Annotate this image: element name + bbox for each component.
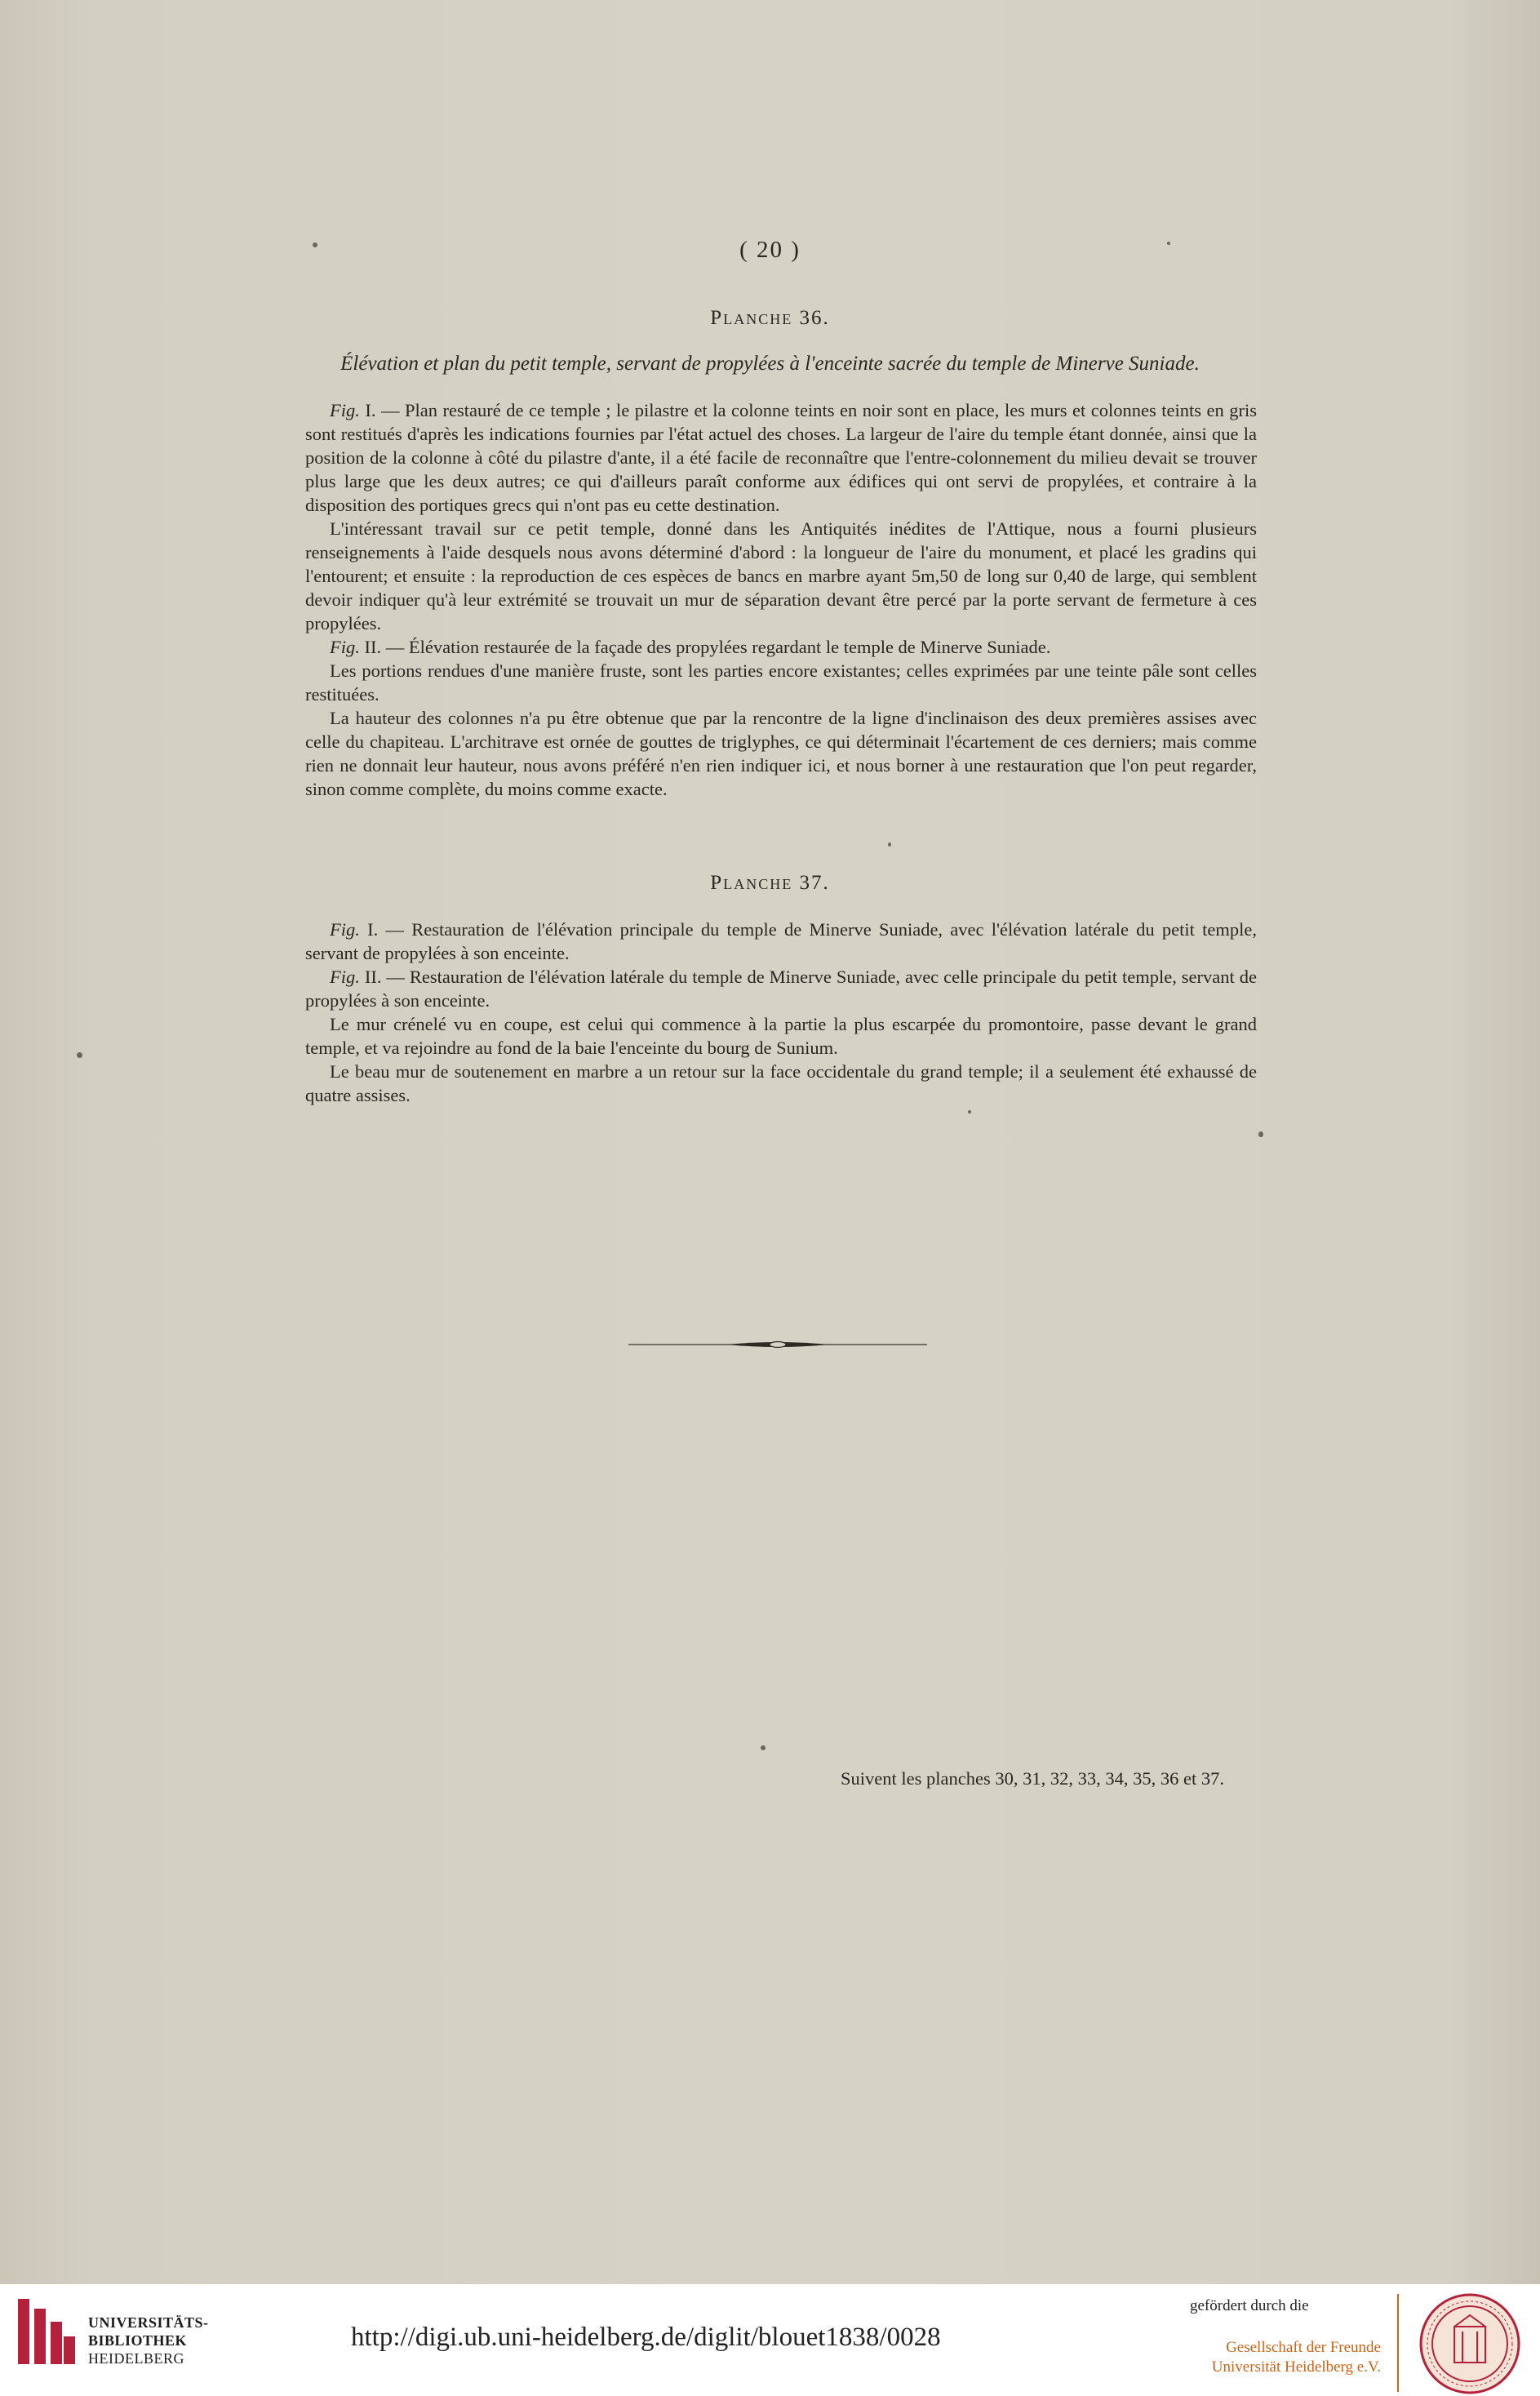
- paper-speck: [888, 842, 891, 847]
- paragraph: La hauteur des colonnes n'a pu être obtenue que par la rencontre de la ligne d'inclinaison des deux premières assises avec celle du chapiteau. L'architrave est ornée de gouttes de triglyphes, ce qui déterminait l'écartement de ces derniers; mais comme rien ne donnait leur hauteur, nous avons préféré n'en rien indiquer ici, et nous borner à une restauration que l'on peut regarder, sinon comme complète, du moins comme exacte.: [305, 708, 1257, 799]
- paper-speck: [1167, 242, 1170, 245]
- sponsor-line: Universität Heidelberg e.V.: [1211, 2358, 1381, 2376]
- university-library-logo-icon: [18, 2299, 75, 2364]
- paragraph: [305, 918, 1257, 965]
- sponsor-line: Gesellschaft der Freunde: [1226, 2339, 1381, 2356]
- university-seal-icon: [1418, 2292, 1521, 2395]
- planche-37-heading: Planche 37.: [710, 872, 830, 894]
- paper-speck: [1258, 1131, 1263, 1137]
- page-number: ( 20 ): [739, 237, 801, 263]
- library-line: BIBLIOTHEK: [88, 2332, 188, 2349]
- paper-speck: [313, 242, 317, 247]
- fig-text: I. — Plan restauré de ce temple ; le pilastre et la colonne teints en noir sont en place, les murs et colonnes teints en gris sont restitués d'après les indications fournies par l'état actuel des choses. La largeur de l'aire du temple étant donnée, ainsi que la position de la colonne à côté du pilastre d'ante, il a été facile de reconnaître que l'entre-colonnement du milieu devait se trouver plus large que les deux autres; ce qui d'ailleurs paraît conforme aux édifices qui ont servi de propylées, et contraire à la disposition des portiques grecs qui n'ont pas eu cette destination.: [305, 400, 1257, 515]
- fig-label: Fig.: [330, 919, 360, 940]
- fig-label: Fig.: [330, 967, 360, 987]
- permalink-url[interactable]: http://digi.ub.uni-heidelberg.de/diglit/blouet1838/0028: [351, 2323, 941, 2352]
- library-line: HEIDELBERG: [88, 2350, 184, 2367]
- paragraph: Les portions rendues d'une manière fruste, sont les parties encore existantes; celles exprimées par une teinte pâle sont celles restituées.: [305, 660, 1257, 705]
- sponsor-label: gefördert durch die: [1190, 2297, 1309, 2314]
- library-name: [88, 2314, 209, 2367]
- paragraph: Le mur crénelé vu en coupe, est celui qui commence à la partie la plus escarpée du promontoire, passe devant le grand temple, et va rejoindre au fond de la baie l'enceinte du bourg de Sunium.: [305, 1014, 1257, 1058]
- paragraph: [305, 635, 1257, 659]
- fig-label: Fig.: [330, 637, 360, 657]
- planche-36-body: [305, 398, 1257, 801]
- fig-text: II. — Restauration de l'élévation latérale du temple de Minerve Suniade, avec celle principale du petit temple, servant de propylées à son enceinte.: [305, 967, 1257, 1011]
- footer-divider: [1397, 2294, 1399, 2392]
- plates-note: Suivent les planches 30, 31, 32, 33, 34, 35, 36 et 37.: [841, 1768, 1224, 1789]
- paper-speck: [761, 1745, 766, 1750]
- paper-speck: [77, 1052, 82, 1058]
- paragraph: L'intéressant travail sur ce petit temple, donné dans les Antiquités inédites de l'Attique, nous a fourni plusieurs renseignements à l'aide desquels nous avons déterminé d'abord : la longueur de l'aire du monument, et placé les gradins qui l'entourent; et ensuite : la reproduction de ces espèces de bancs en marbre ayant 5m,50 de long sur 0,40 de large, qui semblent devoir indiquer qu'à leur extrémité se trouvait un mur de séparation devant être percé par la porte servant de fermeture à ces propylées.: [305, 518, 1257, 633]
- paragraph: [305, 965, 1257, 1012]
- ornamental-rule: [628, 1339, 927, 1350]
- library-line: UNIVERSITÄTS-: [88, 2314, 209, 2331]
- planche-36-subtitle: Élévation et plan du petit temple, servant de propylées à l'enceinte sacrée du temple de Minerve Suniade.: [340, 353, 1200, 375]
- fig-text: II. — Élévation restaurée de la façade des propylées regardant le temple de Minerve Suniade.: [359, 637, 1051, 657]
- paper-speck: [968, 1110, 971, 1114]
- fig-label: Fig.: [330, 400, 360, 420]
- planche-37-body: [305, 918, 1257, 1107]
- paragraph: [305, 398, 1257, 517]
- paragraph: Le beau mur de soutenement en marbre a un retour sur la face occidentale du grand temple; il a seulement été exhaussé de quatre assises.: [305, 1061, 1257, 1105]
- sponsor-name: [1200, 2338, 1381, 2377]
- fig-text: I. — Restauration de l'élévation principale du temple de Minerve Suniade, avec l'élévation latérale du petit temple, servant de propylées à son enceinte.: [305, 919, 1257, 963]
- planche-36-heading: Planche 36.: [710, 307, 830, 329]
